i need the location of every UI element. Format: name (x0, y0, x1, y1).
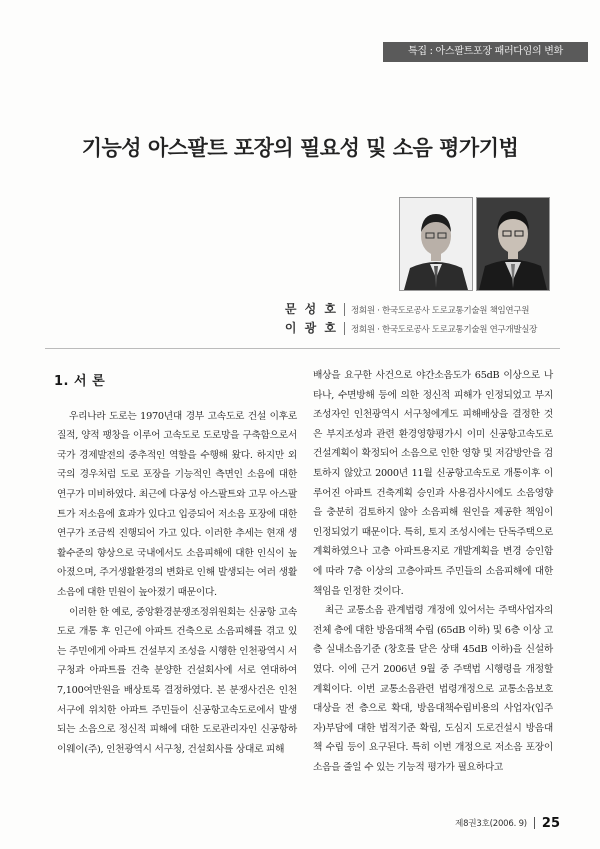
body-column-right (313, 366, 553, 777)
header-divider (45, 348, 560, 349)
page-number: 25 (541, 815, 560, 831)
article-title: 기능성 아스팔트 포장의 필요성 및 소음 평가기법 (81, 136, 519, 160)
author-separator (344, 303, 345, 316)
section-heading: 1. 서 론 (54, 374, 106, 389)
author-name: 문 성 호 (284, 302, 338, 316)
section-header-label: 특집 : 아스팔트포장 패러다임의 변화 (383, 42, 588, 62)
author-list (270, 300, 560, 338)
body-paragraph: 최근 교통소음 관계법령 개정에 있어서는 주택사업자의 전체 층에 대한 방음대책 수립 (65dB 이하) 및 6층 이상 고층 실내소음기준 (창호를 닫은 상태 45dB 이하)을 신설하였다. 이에 근거 2006년 9월 중 주택법 시행령을 개정할 계획이다. 이번 교통소음관련 법령개정으로 교통소음보호대상을 전 층으로 확대, 방음대책수립비용의 사업자(입주자)부담에 대한 법적기준 확립, 도심지 도로건설시 방음대책 수립 등이 요구된다. 특히 이번 개정으로 저소음 포장이 소음을 줄일 수 있는 기능적 평가가 필요하다고 (313, 605, 553, 773)
footer-separator (534, 817, 535, 829)
issue-info: 제8권3호(2006. 9) (455, 819, 527, 829)
body-paragraph: 우리나라 도로는 1970년대 경부 고속도로 건설 이후로 질적, 양적 팽창을 이루어 고속도로 도로망을 구축함으로서 국가 경제발전의 중추적인 역할을 수행해 왔다. 하지만 외국의 경우처럼 도로 포장을 기능적인 측면인 소음에 대한 연구가 미비하였다. 최근에 다공성 아스팔트와 고무 아스팔트가 저소음에 효과가 있다고 입증되어 저소음 포장에 대한 연구가 조금씩 진행되어 가고 있다. 이러한 추세는 현재 생활수준의 향상으로 국내에서도 소음피해에 대한 인식이 높아졌으며, 주거생활환경의 변화로 인해 발생되는 여러 생활소음에 대한 민원이 높아졌기 때문이다. (57, 410, 297, 598)
author-affiliation: 정회원 · 한국도로공사 도로교통기술원 연구개발실장 (351, 325, 538, 335)
author-photo-1 (399, 197, 473, 291)
body-paragraph: 배상을 요구한 사건으로 야간소음도가 65dB 이상으로 나타나, 수면방해 등에 의한 정신적 피해가 인정되었고 부지 조성자인 인천광역시 서구청에게도 피해배상을 결정한 것은 부지조성과 관련 환경영향평가시 이미 신공항고속도로 건설계획이 확정되어 소음으로 인한 영향 및 저감방안을 검토하지 않았고 2000년 11월 신공항고속도로 개통이후 이루어진 아파트 건축계획 승인과 사용검사시에도 소음영향을 충분히 검토하지 않아 소음피해 원인을 제공한 책임이 인정되었기 때문이다. 특히, 토지 조성시에는 단독주택으로 계획하였으나 고층 아파트용지로 개발계획을 변경 승인함에 따라 7층 이상의 고층아파트 주민들의 소음피해에 대한 책임을 인정한 것이다. (313, 370, 553, 597)
author-row-2 (270, 319, 560, 338)
author-photo-2 (476, 197, 550, 291)
author-separator (344, 322, 345, 335)
body-paragraph: 이러한 한 예로, 중앙환경분쟁조정위원회는 신공항 고속도로 개통 후 인근에 아파트 건축으로 소음피해를 겪고 있는 주민에게 아파트 건설부지 조성을 시행한 인천광역시 서구청과 아파트를 건축 분양한 건설회사에 서로 연대하여 7,100여만원을 배상토록 결정하였다. 본 분쟁사건은 인천 서구에 위치한 아파트 주민들이 신공항고속도로에서 발생되는 소음으로 정신적 피해에 대한 도로관리자인 신공항하이웨이(주), 인천광역시 서구청, 건설회사를 상대로 피해 (57, 606, 297, 755)
author-name: 이 광 호 (284, 321, 338, 335)
author-row-1 (270, 300, 560, 319)
author-affiliation: 정회원 · 한국도로공사 도로교통기술원 책임연구원 (351, 306, 530, 316)
page-footer (400, 815, 560, 831)
body-column-left (54, 366, 297, 759)
